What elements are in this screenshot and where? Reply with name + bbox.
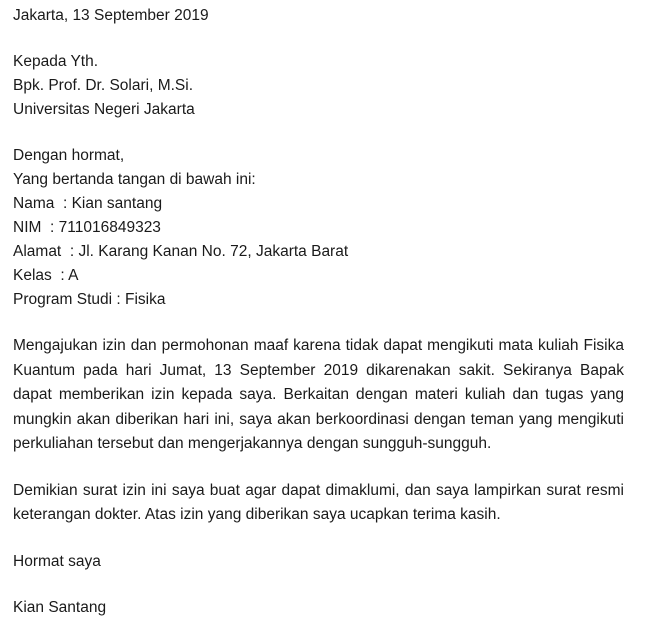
spacer [13,312,624,334]
signature-name: Kian Santang [13,598,107,616]
field-alamat: Alamat : Jl. Karang Kanan No. 72, Jakarta Barat [13,243,349,260]
spacer [13,28,624,50]
intro-text: Yang bertanda tangan di bawah ini: [13,171,256,188]
recipient-salutation: Kepada Yth. [13,53,99,70]
recipient-institution: Universitas Negeri Jakarta [13,101,195,118]
field-nim: NIM : 711016849323 [13,219,161,236]
spacer [13,574,624,596]
field-program-studi: Program Studi : Fisika [13,291,166,308]
field-kelas: Kelas : A [13,267,79,284]
valediction: Hormat saya [13,552,101,570]
spacer [13,528,624,550]
greeting: Dengan hormat, [13,147,125,164]
field-nama: Nama : Kian santang [13,195,163,212]
spacer [13,457,624,479]
date-line: Jakarta, 13 September 2019 [13,7,209,24]
letter-document [13,4,624,620]
body-paragraph-1: Mengajukan izin dan permohonan maaf karena tidak dapat mengikuti mata kuliah Fisika Kuantum pada hari Jumat, 13 September 2019 dikarenakan sakit. Sekiranya Bapak dapat memberikan izin kepada saya. Berkaitan dengan materi kuliah dan tugas yang mungkin akan diberikan hari ini, saya akan berkoordinasi dengan teman yang mengikuti perkuliahan tersebut dan mengerjakannya dengan sungguh-sungguh. [13,337,624,452]
spacer [13,122,624,144]
recipient-name: Bpk. Prof. Dr. Solari, M.Si. [13,77,194,94]
body-paragraph-2: Demikian surat izin ini saya buat agar dapat dimaklumi, dan saya lampirkan surat resmi keterangan dokter. Atas izin yang diberikan saya ucapkan terima kasih. [13,481,624,523]
